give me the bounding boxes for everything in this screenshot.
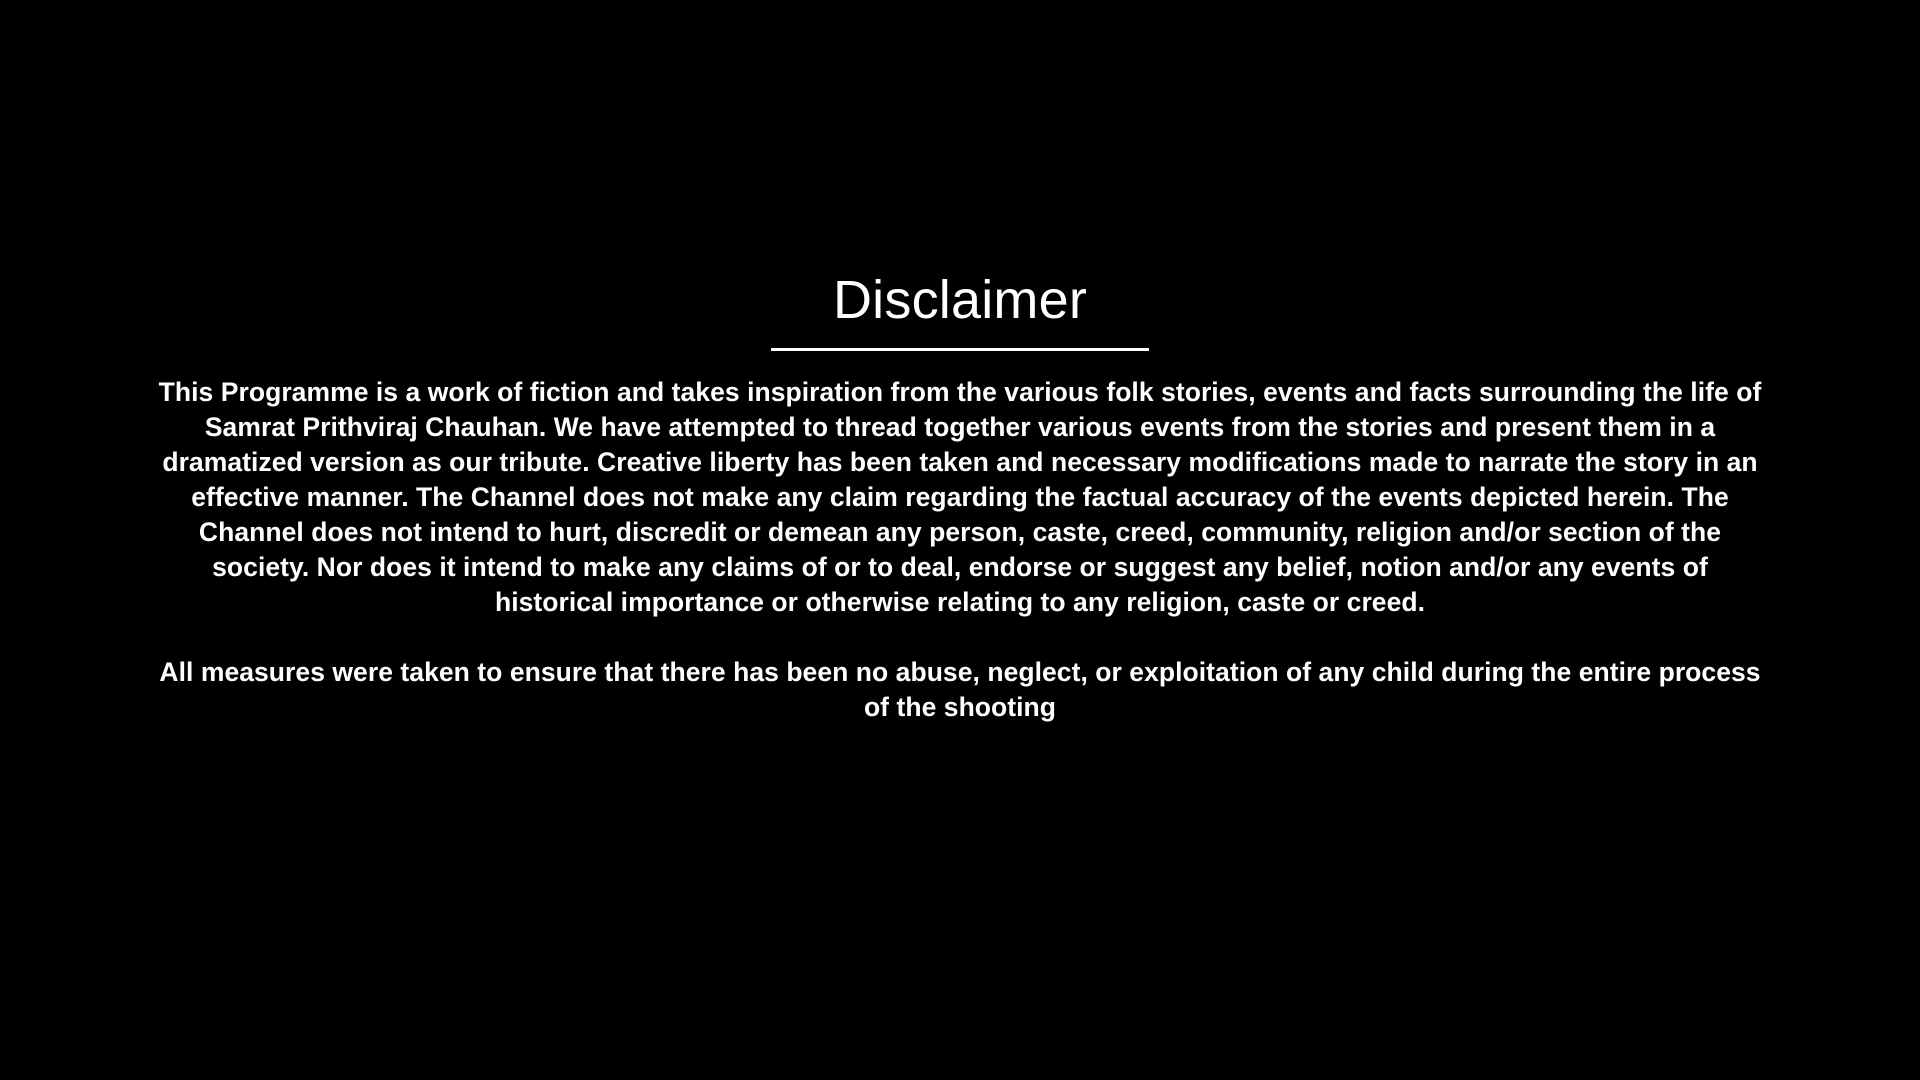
page-title: Disclaimer [832, 270, 1088, 330]
disclaimer-paragraph-child-safety: All measures were taken to ensure that there has been no abuse, neglect, or exploitation of any child during the entire process of the shooting [159, 656, 1761, 722]
disclaimer-paragraph-primary: This Programme is a work of fiction and takes inspiration from the various folk stories, events and facts surrounding the life of Samrat Prithviraj Chauhan. We have attempted to thread together various events from the stories and present them in a dramatized version as our tribute. Creative liberty has been taken and necessary modifications made to narrate the story in an effective manner. The Channel does not make any claim regarding the factual accuracy of the events depicted herein. The Channel does not intend to hurt, discredit or demean any person, caste, creed, community, religion and/or section of the society. Nor does it intend to make any claims of or to deal, endorse or suggest any belief, notion and/or any events of historical importance or otherwise relating to any religion, caste or creed. [158, 376, 1762, 617]
title-block [771, 272, 1149, 351]
disclaimer-body [140, 375, 1780, 725]
title-underline-divider [771, 348, 1149, 351]
